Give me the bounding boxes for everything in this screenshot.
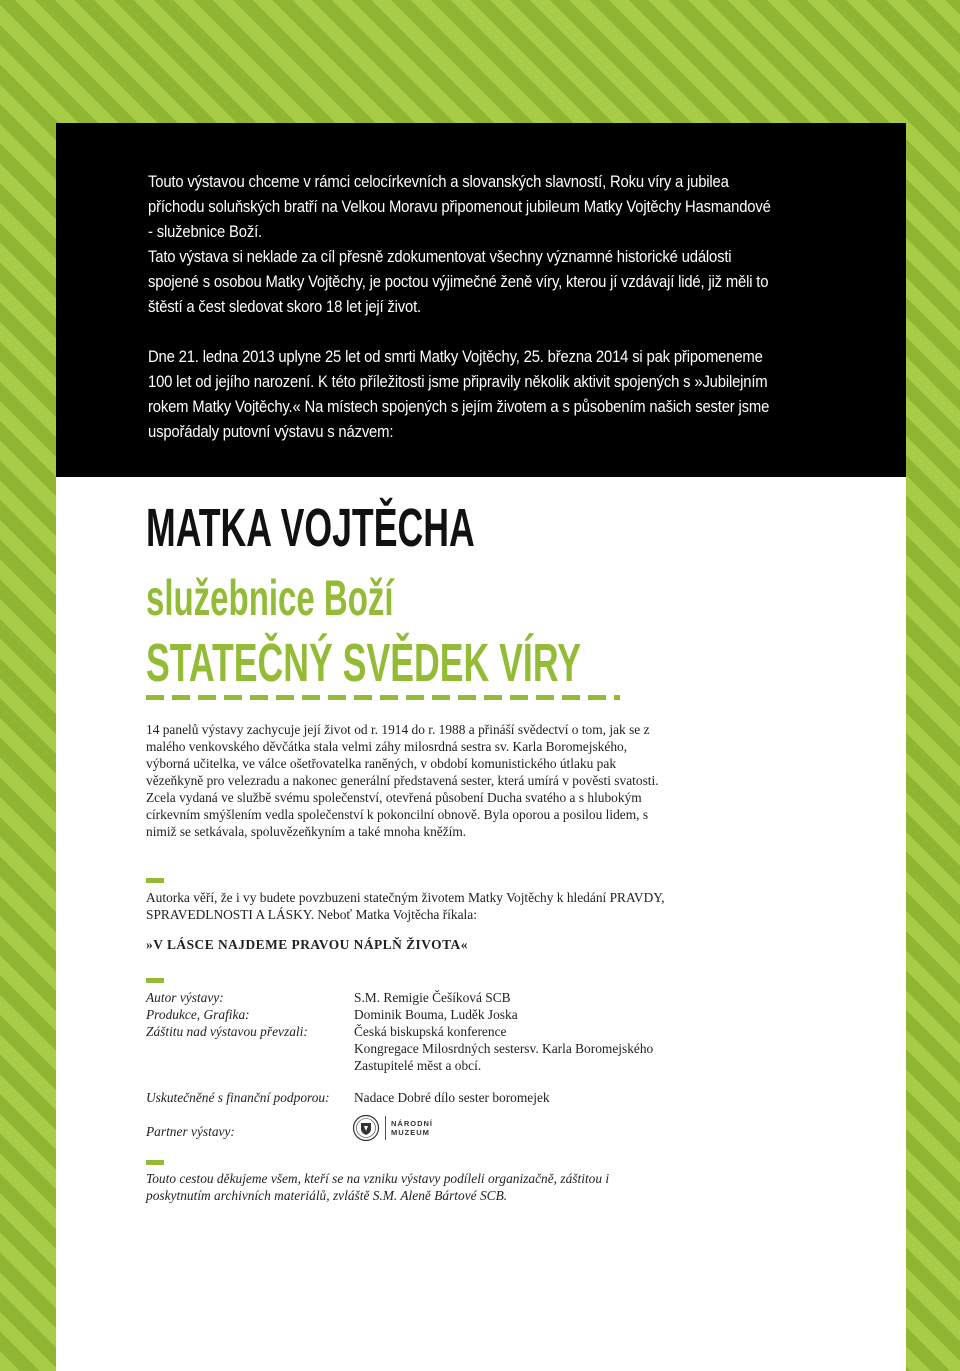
thanks-text: Touto cestou děkujeme všem, kteří se na vzniku výstavy podíleli organizačně, záštitou i poskytnutím archivních materiálů, zvláště S.M. Aleně Bártové SCB. xyxy=(146,1171,610,1203)
museum-wordmark-line-1: NÁRODNÍ xyxy=(391,1119,433,1128)
title-subtitle: služebnice Boží xyxy=(146,570,394,626)
patronage-value-1: Česká biskupská konference xyxy=(354,1024,507,1039)
intro-box xyxy=(56,123,906,477)
title-main: MATKA VOJTĚCHA xyxy=(146,498,475,558)
patronage-value-3: Zastupitelé měst a obcí. xyxy=(354,1058,482,1073)
title-tagline: STATEČNÝ SVĚDEK VÍRY xyxy=(146,633,582,693)
funding-value: Nadace Dobré dílo sester boromejek xyxy=(354,1090,550,1105)
author-hope-text: Autorka věří, že i vy budete povzbuzeni statečným životem Matky Vojtěchy k hledání PRAVDY, SPRAVEDLNOSTI A LÁSKY. Neboť Matka Vojtěcha říkala: xyxy=(146,890,665,922)
accent-dash xyxy=(146,1160,164,1165)
museum-emblem-icon xyxy=(352,1114,380,1142)
national-museum-logo xyxy=(352,1113,433,1143)
funding-label: Uskutečněné s finanční podporou: xyxy=(146,1090,330,1105)
museum-wordmark xyxy=(391,1119,433,1137)
patronage-label: Záštitu nad výstavou převzali: xyxy=(146,1024,308,1039)
quote-text: »V LÁSCE NAJDEME PRAVOU NÁPLŇ ŽIVOTA« xyxy=(146,937,468,952)
poster-sheet xyxy=(56,123,906,1371)
accent-dash xyxy=(146,978,164,983)
intro-paragraph-3: Dne 21. ledna 2013 uplyne 25 let od smrti Matky Vojtěchy, 25. března 2014 si pak připomeneme 100 let od jejího narození. K této příležitosti jsme připravily několik aktivit spojených s »Jubilejním rokem Matky Vojtěchy.« Na místech spojených s jejím životem a s působením našich sester jsme uspořádaly putovní výstavu s názvem: xyxy=(148,348,770,441)
dashed-divider xyxy=(146,695,620,700)
intro-paragraph-2: Tato výstava si neklade za cíl přesně zdokumentovat všechny významné historické události spojené s osobou Matky Vojtěchy, je poctou výjimečné ženě víry, kterou jí vzdávají lidé, již měli to štěstí a čest sledovat skoro 18 let její život. xyxy=(148,248,769,316)
museum-wordmark-line-2: MUZEUM xyxy=(391,1128,430,1137)
exhibition-description: 14 panelů výstavy zachycuje její život od r. 1914 do r. 1988 a přináší svědectví o tom, jak se z malého venkovského děvčátka stala velmi záhy milosrdná sestra sv. Karla Boromejského, výborná učitelka, ve válce ošetřovatelka raněných, v období komunistického útlaku pak vězeňkyně pro velezradu a nakonec generální představená sester, která umírá v pověsti svatosti. Zcela vydaná ve službě svému společenství, otevřená působení Ducha svatého a s hlubokým církevním smýšlením vedla společenství k pokoncilní obnově. Byla oporou a posilou lidem, s nimiž se setkávala, spoluvězeňkyním a také mnoha kněžím. xyxy=(146,722,659,839)
partner-label: Partner výstavy: xyxy=(146,1124,235,1139)
author-value: S.M. Remigie Češíková SCB xyxy=(354,990,511,1005)
author-label: Autor výstavy: xyxy=(146,990,224,1005)
logo-divider xyxy=(385,1116,386,1140)
patronage-value-2: Kongregace Milosrdných sestersv. Karla Boromejského xyxy=(354,1041,654,1056)
intro-paragraph-1: Touto výstavou chceme v rámci celocírkevních a slovanských slavností, Roku víry a jubilea příchodu soluňských bratří na Velkou Moravu připomenout jubileum Matky Vojtěchy Hasmandové - služebnice Boží. xyxy=(148,173,771,241)
production-value: Dominik Bouma, Luděk Joska xyxy=(354,1007,518,1022)
production-label: Produkce, Grafika: xyxy=(146,1007,250,1022)
accent-dash xyxy=(146,878,164,883)
